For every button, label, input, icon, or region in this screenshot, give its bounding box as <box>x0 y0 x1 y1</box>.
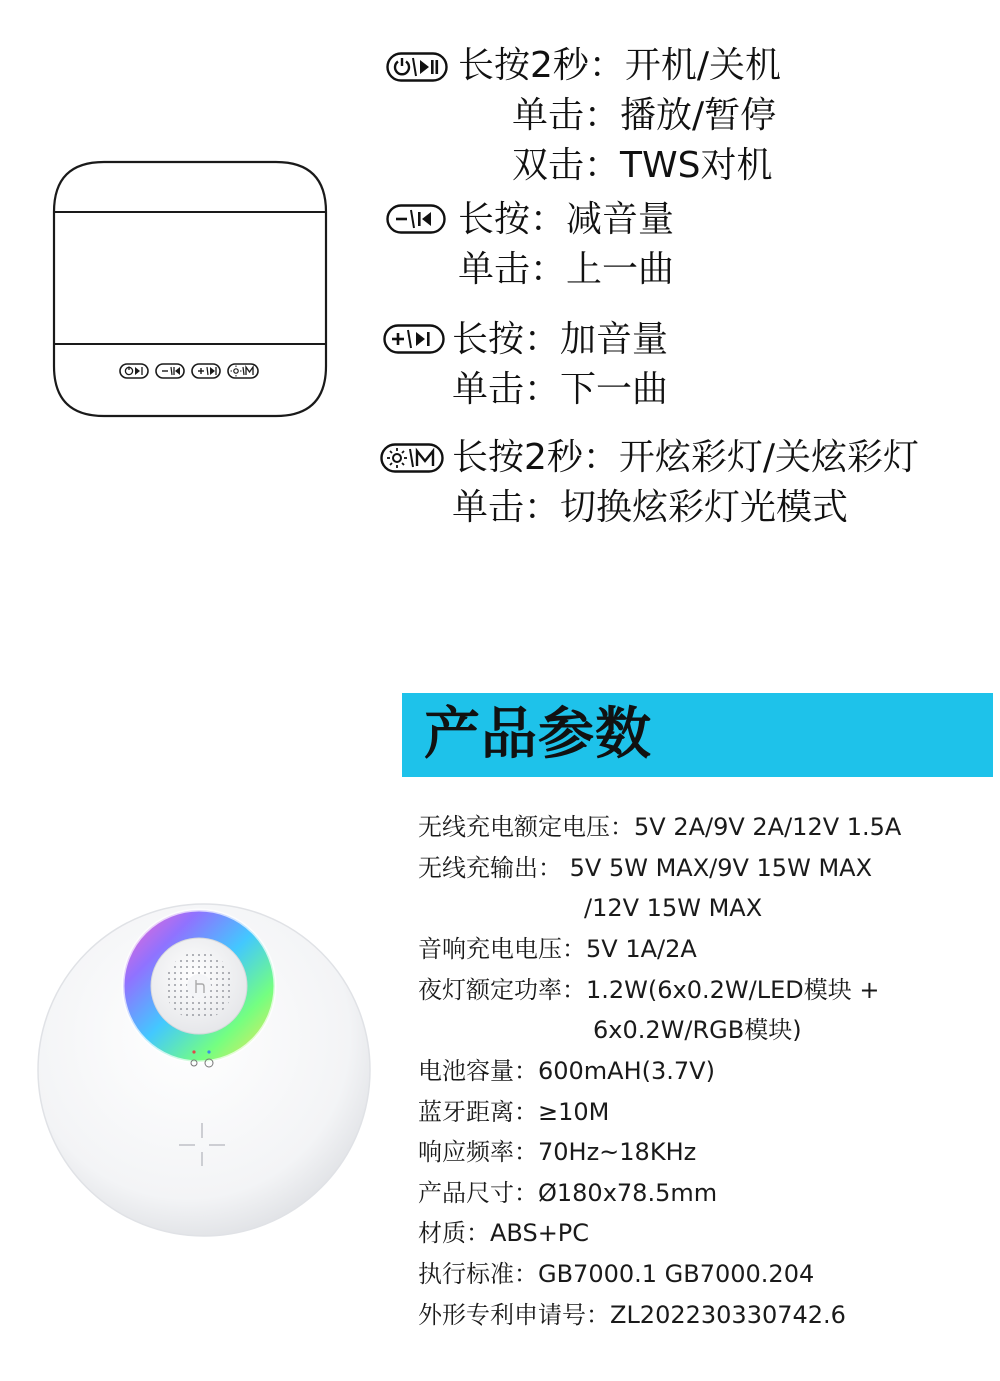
spec-line-bluetooth-range: 蓝牙距离：≥10M <box>418 1098 610 1126</box>
spec-line-patent: 外形专利申请号：ZL202230330742.6 <box>418 1301 846 1329</box>
spec-title: 产品参数 <box>424 702 652 767</box>
spec-line-material: 材质：ABS+PC <box>418 1219 590 1247</box>
control-1-line-2: 单击：播放/暂停 <box>512 95 777 136</box>
speaker-line-drawing <box>52 160 328 418</box>
control-2-line-1: 长按：减音量 <box>458 199 675 240</box>
spec-line-nightlight-power-cont: 6x0.2W/RGB模块) <box>593 1016 802 1044</box>
spec-line-size: 产品尺寸：Ø180x78.5mm <box>418 1179 718 1207</box>
spec-line-battery: 电池容量：600mAH(3.7V) <box>418 1057 715 1085</box>
spec-line-wireless-output-cont: /12V 15W MAX <box>584 894 763 922</box>
power-play-pause-icon <box>386 52 448 82</box>
product-photo <box>34 898 374 1238</box>
control-4-line-1: 长按2秒：开炫彩灯/关炫彩灯 <box>452 437 920 478</box>
spec-line-speaker-charge: 音响充电电压：5V 1A/2A <box>418 935 697 963</box>
spec-line-standard: 执行标准：GB7000.1 GB7000.204 <box>418 1260 815 1288</box>
control-3-line-1: 长按：加音量 <box>452 319 669 360</box>
spec-line-frequency: 响应频率：70Hz~18KHz <box>418 1138 697 1166</box>
spec-line-wireless-voltage: 无线充电额定电压：5V 2A/9V 2A/12V 1.5A <box>418 813 902 841</box>
control-1-line-3: 双击：TWS对机 <box>512 145 773 186</box>
light-mode-icon <box>380 443 444 473</box>
spec-line-wireless-output: 无线充输出： 5V 5W MAX/9V 15W MAX <box>418 854 873 882</box>
volume-up-next-icon <box>383 324 445 354</box>
control-2-line-2: 单击：上一曲 <box>458 249 675 290</box>
control-4-line-2: 单击：切换炫彩灯光模式 <box>452 487 849 528</box>
volume-down-previous-icon <box>386 204 446 234</box>
control-3-line-2: 单击：下一曲 <box>452 369 669 410</box>
spec-line-nightlight-power: 夜灯额定功率：1.2W(6x0.2W/LED模块 + <box>418 976 880 1004</box>
control-1-line-1: 长按2秒：开机/关机 <box>458 45 782 86</box>
